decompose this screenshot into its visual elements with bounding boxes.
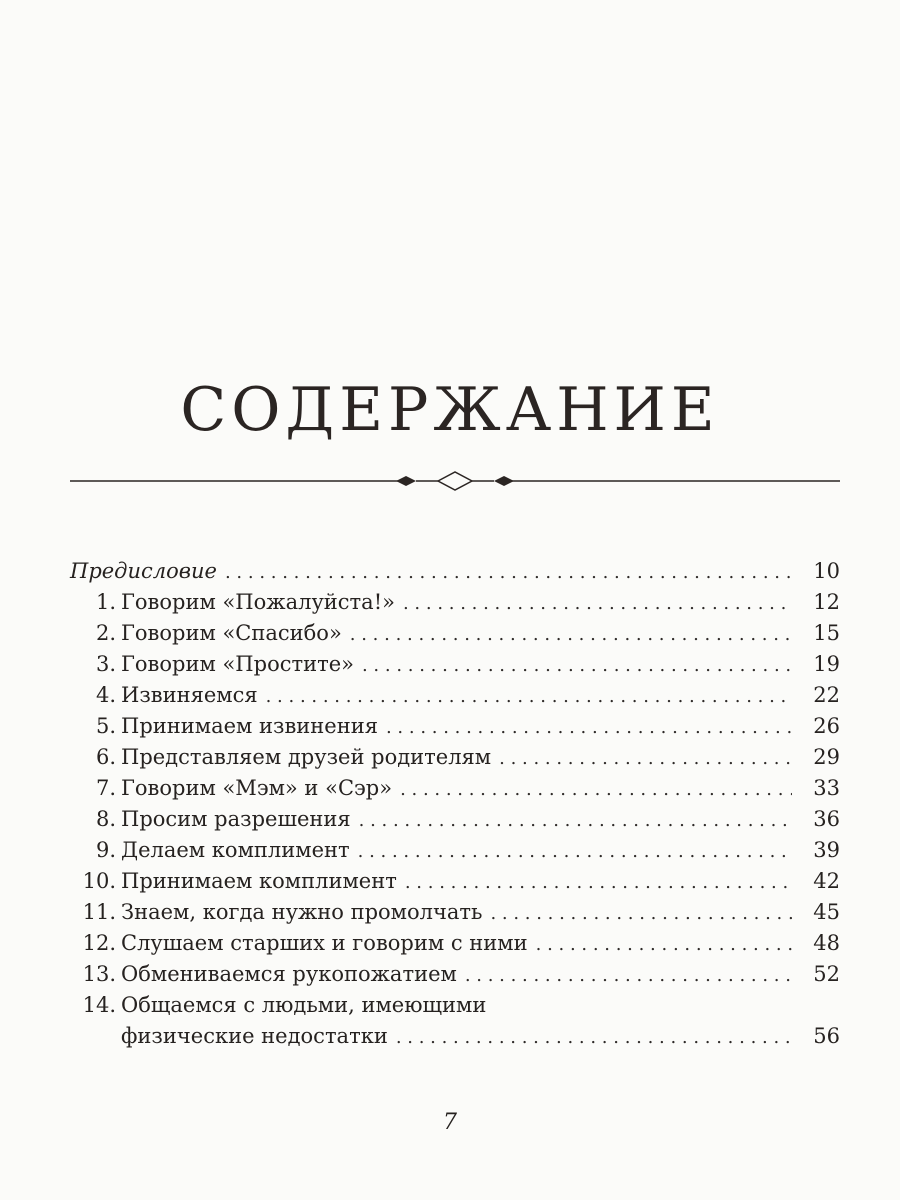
toc-entry-number: 5. [95,714,116,738]
toc-entry-page: 22 [813,683,840,707]
toc-entry-number: 6. [95,745,116,769]
toc-entry-number: 7. [95,776,116,800]
toc-entry-page: 56 [813,1024,840,1048]
toc-entry-number: 14. [82,993,116,1017]
toc-entry[interactable] [70,711,840,742]
diamond-center-icon [438,472,472,490]
toc-entry-title: Делаем комплимент [121,838,350,862]
toc-leader-dots [362,650,792,681]
toc-entry[interactable] [70,866,840,897]
toc-entry-number: 3. [95,652,116,676]
toc-leader-dots [465,960,792,991]
toc-entry-title: Говорим «Простите» [121,652,354,676]
toc-leader-dots [350,619,792,650]
toc-entry-title: Просим разрешения [121,807,351,831]
toc-entry-title: физические недостатки [121,1024,388,1048]
toc-entry-page: 26 [813,714,840,738]
toc-entry-page: 15 [813,621,840,645]
toc-entry[interactable] [70,618,840,649]
toc-leader-dots [266,681,792,712]
toc-leader-dots [536,929,792,960]
diamond-left-icon [396,476,416,486]
toc-leader-dots [490,898,792,929]
toc-leader-dots [403,588,792,619]
toc-entry-page: 12 [813,590,840,614]
toc-entry[interactable] [70,649,840,680]
toc-leader-dots [396,1022,792,1053]
toc-leader-dots [405,867,792,898]
toc-entry[interactable] [70,556,840,587]
page-title: СОДЕРЖАНИЕ [180,375,720,445]
toc-entry-page: 42 [813,869,840,893]
toc-entry-page: 33 [813,776,840,800]
toc-entry-number: 11. [82,900,116,924]
toc-entry-title: Предисловие [70,559,217,583]
toc-entry-title: Принимаем комплимент [121,869,397,893]
toc-entry[interactable] [70,804,840,835]
toc-entry[interactable] [70,773,840,804]
toc-entry-number: 9. [95,838,116,862]
toc-entry-title: Знаем, когда нужно промолчать [121,900,483,924]
toc-entry-page: 19 [813,652,840,676]
toc-leader-dots [358,836,792,867]
table-of-contents [70,556,840,1052]
toc-leader-dots [225,557,792,588]
toc-entry[interactable] [70,1021,840,1052]
toc-entry-page: 29 [813,745,840,769]
toc-entry-number: 8. [95,807,116,831]
toc-entry-page: 45 [813,900,840,924]
toc-entry[interactable] [70,928,840,959]
toc-entry[interactable] [70,835,840,866]
toc-entry-page: 39 [813,838,840,862]
toc-entry-title: Говорим «Мэм» и «Сэр» [121,776,393,800]
toc-entry-page: 48 [813,931,840,955]
toc-entry-page: 52 [813,962,840,986]
toc-entry-title: Общаемся с людьми, имеющими [121,993,487,1017]
toc-entry[interactable] [70,587,840,618]
toc-entry-page: 10 [813,559,840,583]
toc-entry-number: 12. [82,931,116,955]
toc-leader-dots [499,743,792,774]
toc-entry-number: 13. [82,962,116,986]
toc-entry[interactable] [70,742,840,773]
divider-ornament [70,468,840,494]
toc-leader-dots [386,712,792,743]
toc-entry[interactable] [70,959,840,990]
toc-entry[interactable] [70,990,840,1021]
toc-leader-dots [359,805,792,836]
toc-entry-title: Принимаем извинения [121,714,378,738]
toc-entry-title: Говорим «Спасибо» [121,621,342,645]
toc-entry-number: 10. [82,869,116,893]
diamond-right-icon [494,476,514,486]
toc-leader-dots [400,774,792,805]
toc-entry-title: Извиняемся [121,683,258,707]
toc-entry-number: 4. [95,683,116,707]
toc-entry-page: 36 [813,807,840,831]
page-number: 7 [443,1110,457,1135]
toc-entry-number: 1. [95,590,116,614]
toc-entry-title: Обмениваемся рукопожатием [121,962,457,986]
toc-entry[interactable] [70,897,840,928]
toc-entry[interactable] [70,680,840,711]
toc-entry-title: Слушаем старших и говорим с ними [121,931,528,955]
toc-entry-title: Представляем друзей родителям [121,745,492,769]
toc-entry-number: 2. [95,621,116,645]
toc-entry-title: Говорим «Пожалуйста!» [121,590,395,614]
